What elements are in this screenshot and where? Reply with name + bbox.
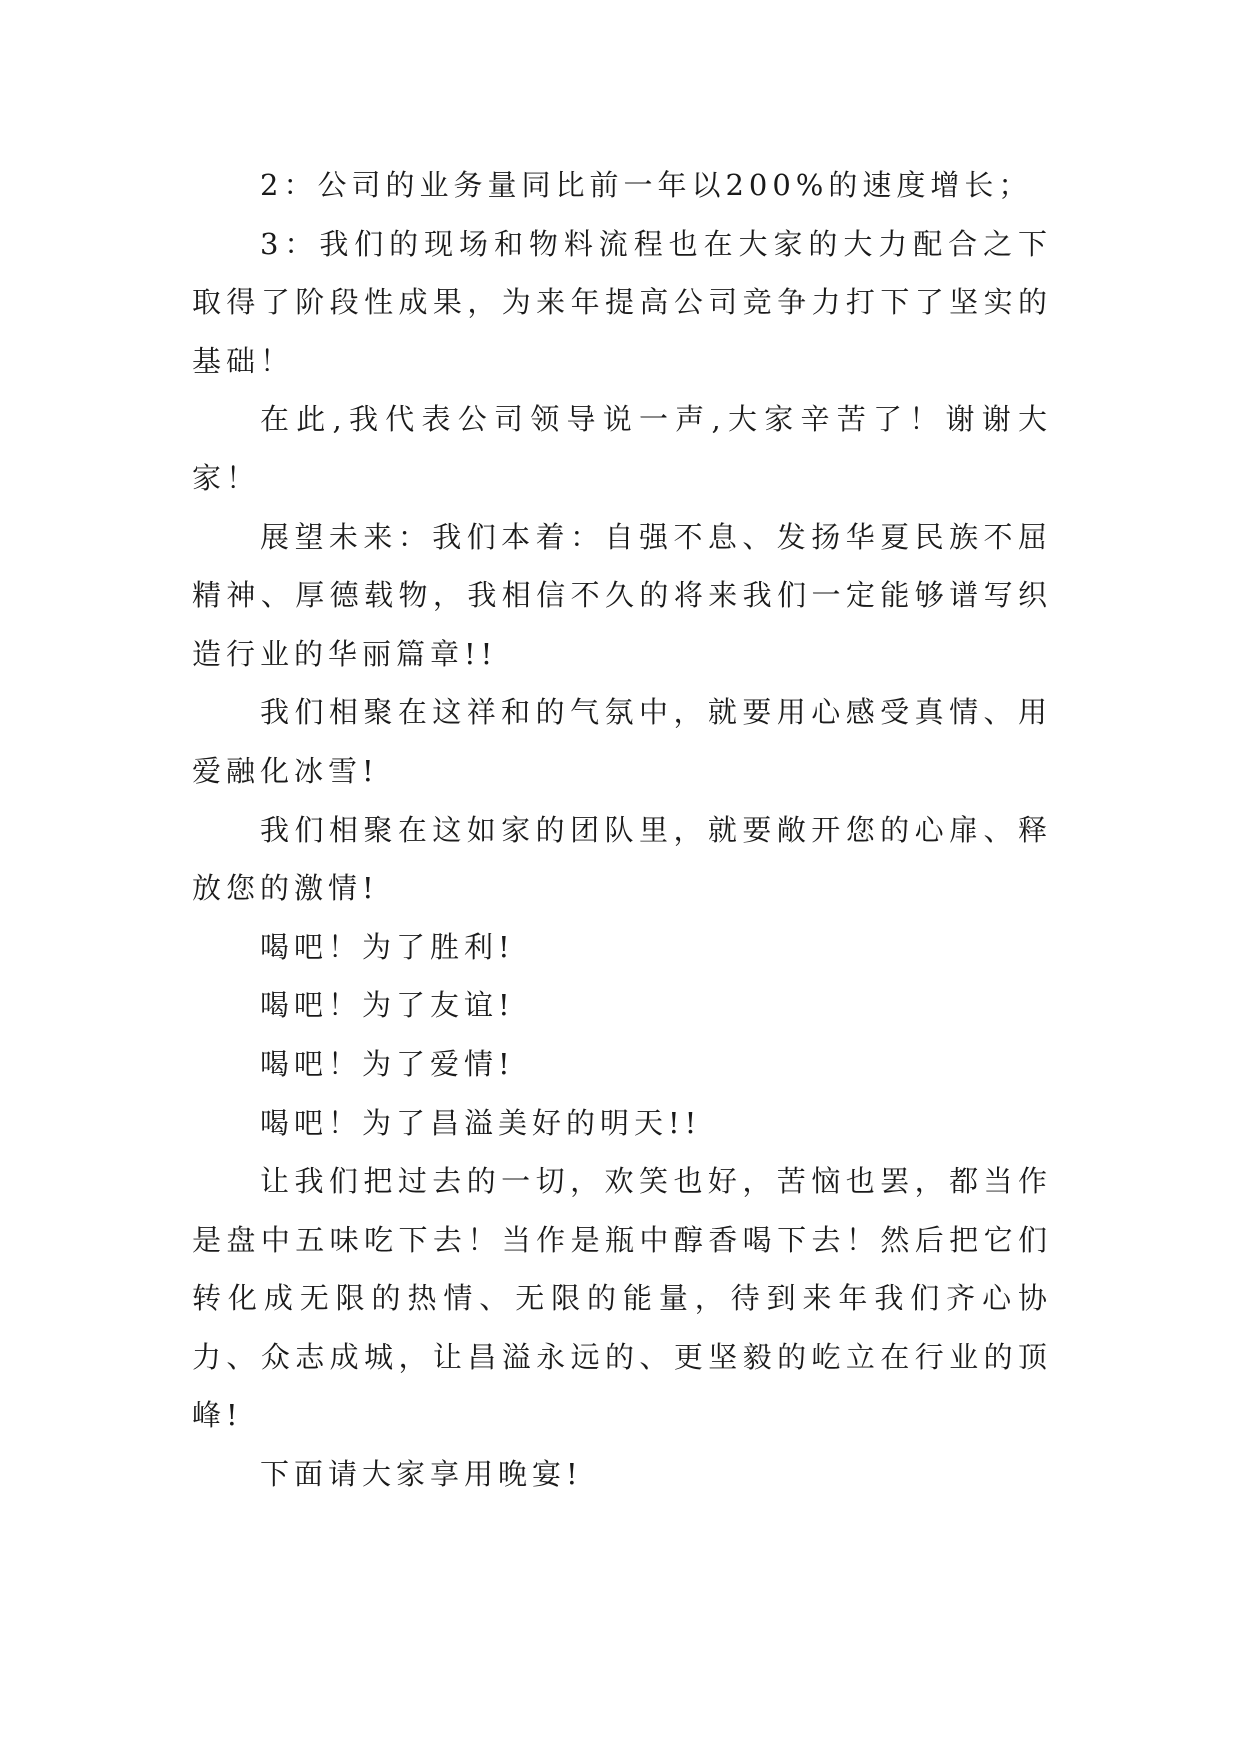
document-body <box>192 156 1052 1504</box>
paragraph-dinner: 下面请大家享用晚宴! <box>260 1457 583 1492</box>
paragraph-toast-victory: 喝吧！为了胜利! <box>260 929 515 964</box>
paragraph-harmony: 我们相聚在这祥和的气氛中，就要用心感受真情、用爱融化冰雪! <box>192 695 1052 788</box>
paragraph-process-results: 3：我们的现场和物料流程也在大家的大力配合之下取得了阶段性成果，为来年提高公司竞争力打下了坚实的基础！ <box>192 226 1052 378</box>
paragraph-business-growth: 2：公司的业务量同比前一年以200%的速度增长； <box>260 168 1033 202</box>
paragraph-thanks: 在此,我代表公司领导说一声,大家辛苦了！谢谢大家！ <box>192 402 1052 495</box>
paragraph-toast-love: 喝吧！为了爱情! <box>260 1046 515 1081</box>
paragraph-closing: 让我们把过去的一切，欢笑也好，苦恼也罢，都当作是盘中五味吃下去！当作是瓶中醇香喝下去！然后把它们转化成无限的热情、无限的能量，待到来年我们齐心协力、众志成城，让昌溢永远的、更坚毅的屹立在行业的顶峰! <box>192 1164 1052 1433</box>
paragraph-toast-tomorrow: 喝吧！为了昌溢美好的明天!! <box>260 1105 702 1140</box>
paragraph-future-outlook: 展望未来：我们本着：自强不息、发扬华夏民族不屈精神、厚德载物，我相信不久的将来我们一定能够谱写织造行业的华丽篇章!! <box>192 519 1052 671</box>
paragraph-toast-friendship: 喝吧！为了友谊! <box>260 988 515 1023</box>
paragraph-team: 我们相聚在这如家的团队里，就要敞开您的心扉、释放您的激情! <box>192 812 1052 906</box>
